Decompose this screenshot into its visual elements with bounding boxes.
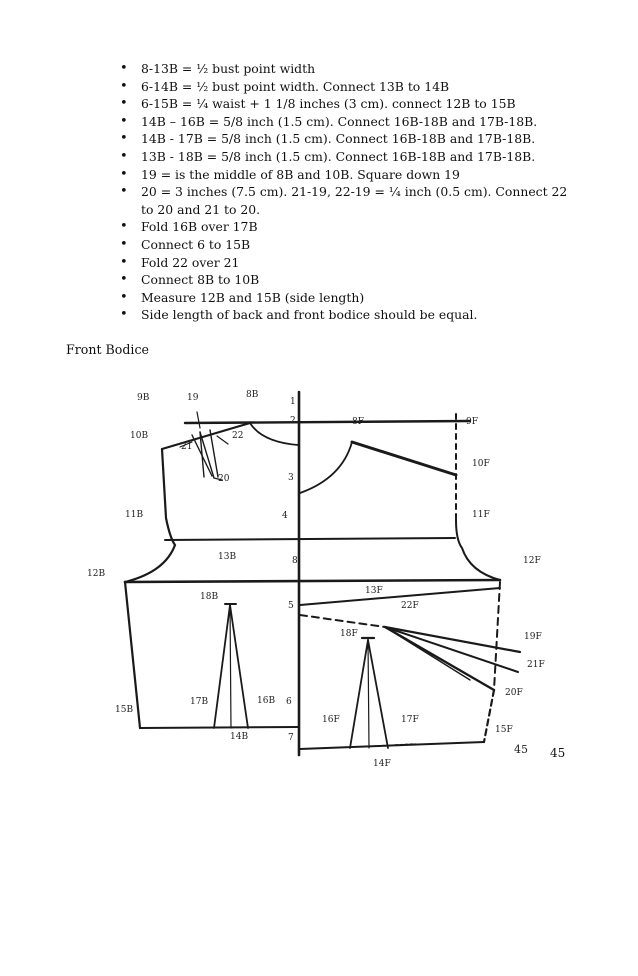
step-item: • 14B - 17B = 5/8 inch (1.5 cm). Connect 16B-18B and 17B-18B. [115, 130, 570, 148]
step-item: • 6-14B = ½ bust point width. Connect 13B to 14B [115, 78, 570, 96]
front-shoulder-line [352, 442, 456, 475]
label-3: 3 [288, 473, 294, 483]
step-item: • 20 = 3 inches (7.5 cm). 21-19, 22-19 = ¼ inch (0.5 cm). Connect 22 to 20 and 21 to 20. [115, 183, 570, 218]
armhole-line [125, 580, 500, 582]
label-21: 21 [181, 442, 193, 452]
label-21F: 21F [527, 660, 545, 670]
step-item: • 14B – 16B = 5/8 inch (1.5 cm). Connect 16B-18B and 17B-18B. [115, 113, 570, 131]
label-8: 8 [292, 556, 298, 566]
label-5: 5 [288, 601, 294, 611]
step-item: • Connect 6 to 15B [115, 236, 570, 254]
step-item: • Fold 22 over 21 [115, 254, 570, 272]
label-11B: 11B [125, 510, 144, 520]
step-item: • 8-13B = ½ bust point width [115, 60, 570, 78]
label-7: 7 [288, 733, 294, 743]
label-20F: 20F [505, 688, 523, 698]
label-16B: 16B [257, 696, 276, 706]
front-neck-curve [300, 442, 352, 493]
step-item: • Fold 16B over 17B [115, 218, 570, 236]
label-6: 6 [286, 697, 292, 707]
step-item: • 19 = is the middle of 8B and 10B. Square down 19 [115, 166, 570, 184]
label-11F: 11F [472, 510, 490, 520]
front-side-seam [494, 582, 500, 690]
label-20: 20 [218, 474, 230, 484]
top-line [185, 421, 470, 423]
label-17B: 17B [190, 697, 209, 707]
label-19: 19 [187, 393, 199, 403]
label-14B: 14B [230, 732, 249, 742]
figure-caption: Front Bodice [66, 342, 149, 357]
back-waist-line [140, 727, 298, 728]
label-18B: 18B [200, 592, 219, 602]
label-15B: 15B [115, 705, 134, 715]
front-waist-line [300, 742, 484, 749]
label-12F: 12F [523, 556, 541, 566]
label-9F: 9F [466, 417, 478, 427]
step-item: • Measure 12B and 15B (side length) [115, 289, 570, 307]
label-13B: 13B [218, 552, 237, 562]
label-22F: 22F [401, 601, 419, 611]
page-number: 45 [550, 746, 566, 760]
label-1: 1 [290, 397, 296, 407]
label-9B: 9B [137, 393, 150, 403]
front-armhole-curve [456, 520, 500, 580]
bust-line [165, 538, 455, 540]
label-22: 22 [232, 431, 244, 441]
label-10B: 10B [130, 431, 149, 441]
back-neck-curve [250, 423, 298, 445]
label-15F: 15F [495, 725, 513, 735]
label-10F: 10F [472, 459, 490, 469]
label-4: 4 [282, 511, 288, 521]
step-item: • 13B - 18B = 5/8 inch (1.5 cm). Connect 16B-18B and 17B-18B. [115, 148, 570, 166]
label-18F: 18F [340, 629, 358, 639]
label-16F: 16F [322, 715, 340, 725]
label-12B: 12B [87, 569, 106, 579]
step-item: • Connect 8B to 10B [115, 271, 570, 289]
label-8F: 8F [352, 417, 364, 427]
step-item: • 6-15B = ¼ waist + 1 1/8 inches (3 cm). connect 12B to 15B [115, 95, 570, 113]
label-17F: 17F [401, 715, 419, 725]
label-8B: 8B [246, 390, 259, 400]
label-13F: 13F [365, 586, 383, 596]
step-item: • Side length of back and front bodice should be equal. [115, 306, 570, 324]
label-45-inline: 45 [514, 743, 528, 756]
label-19F: 19F [524, 632, 542, 642]
label-2: 2 [290, 416, 296, 426]
label-14F: 14F [373, 759, 391, 769]
